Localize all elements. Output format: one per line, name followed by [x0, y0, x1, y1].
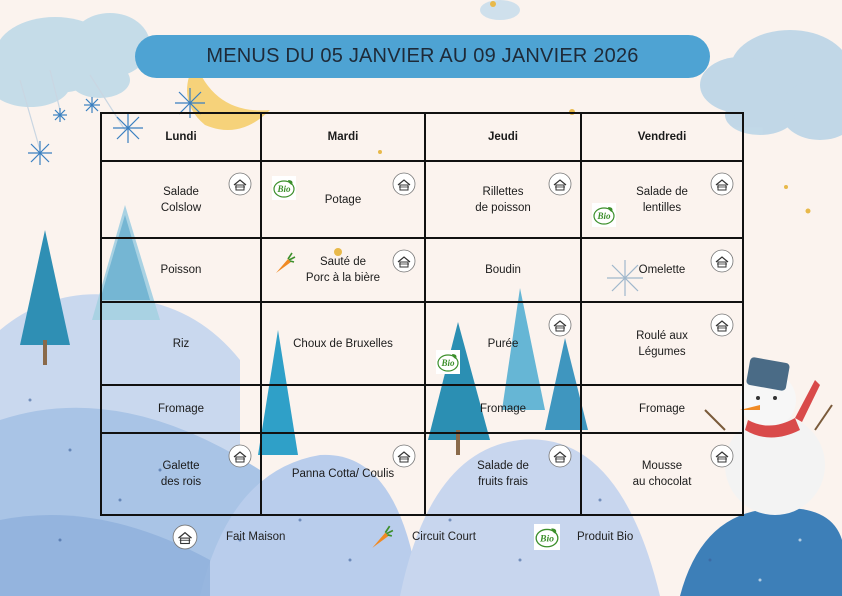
menu-cell [581, 302, 743, 385]
dish-name: Fromage [157, 403, 205, 415]
legend-produit-bio [533, 522, 633, 552]
table-row [101, 302, 743, 385]
legend-fait-maison [172, 522, 285, 552]
menu-cell [261, 385, 425, 433]
fait-maison-icon [710, 313, 734, 337]
dish-name: Roulé aux Légumes [636, 329, 688, 358]
menu-cell [261, 238, 425, 302]
table-row [101, 385, 743, 433]
dish-name: Riz [172, 337, 190, 350]
dish-name: Fromage [638, 403, 686, 415]
dish-name: Omelette [638, 264, 686, 276]
fait-maison-icon [392, 444, 416, 468]
fait-maison-icon [548, 444, 572, 468]
table-row [101, 238, 743, 302]
dish-name: Rillettes de poisson [475, 185, 531, 214]
fait-maison-icon [228, 444, 252, 468]
menu-cell [261, 161, 425, 238]
cloud-illustration-left [0, 13, 150, 107]
fait-maison-icon [710, 444, 734, 468]
fait-maison-icon [548, 172, 572, 196]
legend-label: Produit Bio [577, 531, 634, 543]
weekly-menu-table [100, 112, 744, 516]
menu-cell [581, 238, 743, 302]
bio-icon [436, 350, 460, 374]
menu-cell [425, 385, 581, 433]
table-row [101, 433, 743, 515]
bio-icon [533, 524, 561, 550]
fait-maison-icon [710, 249, 734, 273]
menu-cell [425, 161, 581, 238]
legend-label: Fait Maison [226, 531, 286, 543]
menu-cell [581, 433, 743, 515]
menu-cell [581, 385, 743, 433]
menu-cell [425, 302, 581, 385]
menu-cell [581, 161, 743, 238]
dish-name: Panna Cotta/ Coulis [291, 468, 395, 480]
menu-cell [101, 385, 261, 433]
legend-circuit-court [368, 522, 476, 552]
dish-name: Salade Colslow [160, 185, 202, 214]
legend-label: Circuit Court [412, 531, 476, 543]
bio-icon [272, 176, 296, 200]
fait-maison-icon [392, 249, 416, 273]
page-title: MENUS DU 05 JANVIER AU 09 JANVIER 2026 [206, 45, 639, 67]
dish-name: Mousse au chocolat [632, 460, 692, 488]
day-header-lundi: Lundi [101, 113, 261, 161]
bio-icon [592, 203, 616, 227]
table-header-row [101, 113, 743, 161]
fait-maison-icon [710, 172, 734, 196]
fait-maison-icon [392, 172, 416, 196]
fait-maison-icon [548, 313, 572, 337]
menu-cell [101, 433, 261, 515]
menu-title-banner [135, 35, 710, 78]
carrot-icon [368, 524, 394, 550]
fait-maison-icon [228, 172, 252, 196]
menu-cell [425, 238, 581, 302]
dish-name: Sauté de Porc à la bière [305, 256, 381, 284]
menu-cell [101, 238, 261, 302]
dish-name: Potage [324, 193, 362, 206]
dish-name: Galette des rois [160, 460, 202, 488]
dish-name: Poisson [160, 264, 202, 276]
carrot-icon [272, 251, 296, 275]
dish-name: Boudin [485, 264, 521, 276]
table-row [101, 161, 743, 238]
menu-cell [101, 302, 261, 385]
day-header-vendredi: Vendredi [581, 113, 743, 161]
dish-name: Purée [487, 337, 519, 350]
dish-name: Fromage [479, 403, 527, 415]
menu-cell [261, 302, 425, 385]
day-header-mardi: Mardi [261, 113, 425, 161]
menu-cell [101, 161, 261, 238]
menu-cell [261, 433, 425, 515]
menu-cell [425, 433, 581, 515]
day-header-jeudi: Jeudi [425, 113, 581, 161]
fait-maison-icon [172, 524, 198, 550]
dish-name: Salade de fruits frais [477, 460, 529, 488]
dish-name: Salade de lentilles [636, 185, 688, 214]
dish-name: Choux de Bruxelles [293, 337, 393, 350]
